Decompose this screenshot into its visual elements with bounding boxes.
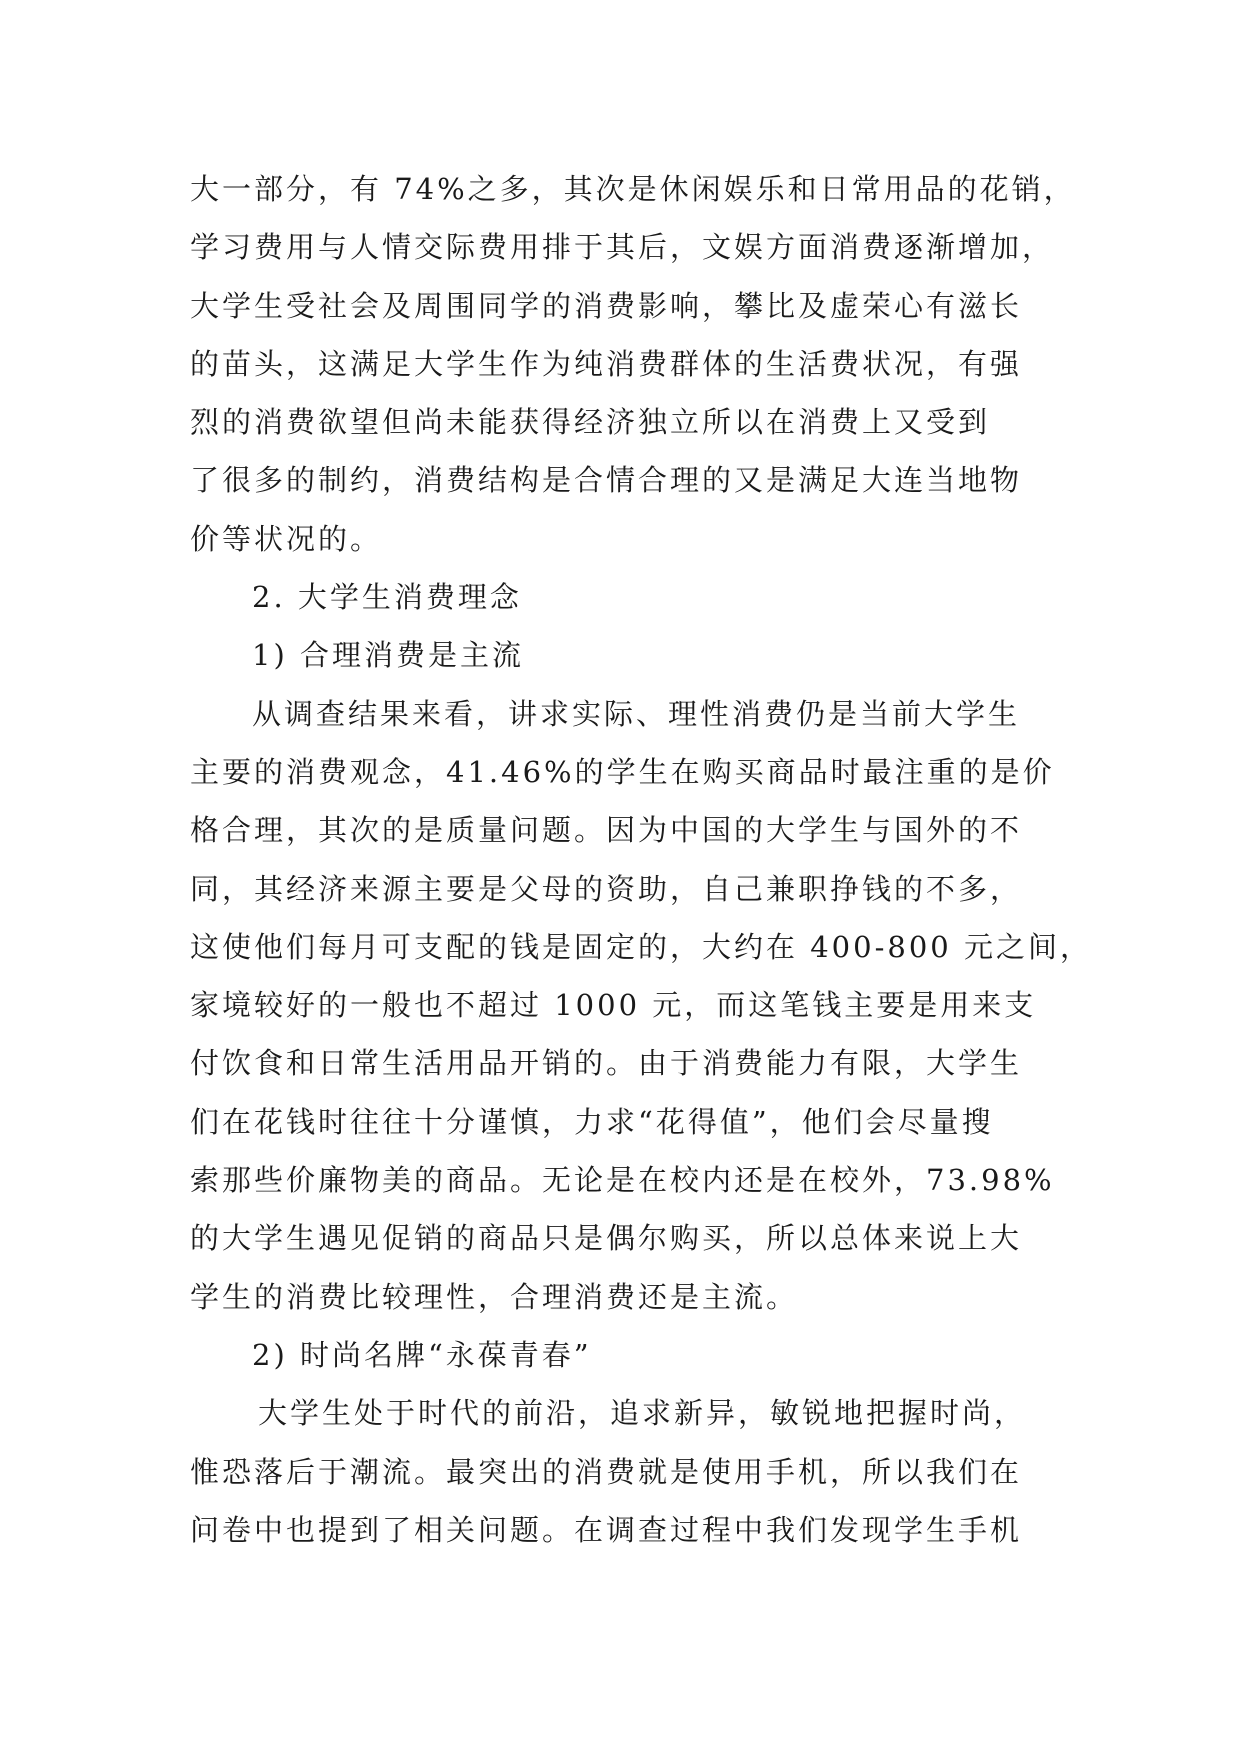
paragraph-start: 从调查结果来看，讲求实际、理性消费仍是当前大学生 <box>252 696 1021 731</box>
text-line: 们在花钱时往往十分谨慎，力求“花得值”，他们会尽量搜 <box>190 1104 994 1139</box>
text-line: 家境较好的一般也不超过 1000 元，而这笔钱主要是用来支 <box>190 988 1037 1023</box>
text-line: 大一部分，有 74%之多，其次是休闲娱乐和日常用品的花销， <box>190 172 1076 206</box>
text-line: 主要的消费观念，41.46%的学生在购买商品时最注重的是价 <box>190 754 1055 789</box>
text-line: 烈的消费欲望但尚未能获得经济独立所以在消费上又受到 <box>190 405 991 440</box>
text-line: 索那些价廉物美的商品。无论是在校内还是在校外，73.98% <box>190 1163 1055 1198</box>
text-line: 问卷中也提到了相关问题。在调查过程中我们发现学生手机 <box>190 1512 1023 1547</box>
subsection-heading: 2) 时尚名牌“永葆青春” <box>252 1337 592 1372</box>
text-line: 同，其经济来源主要是父母的资助，自己兼职挣钱的不多， <box>190 871 1023 906</box>
text-line: 的苗头，这满足大学生作为纯消费群体的生活费状况，有强 <box>190 346 1023 381</box>
text-line: 学生的消费比较理性，合理消费还是主流。 <box>190 1279 799 1314</box>
text-line: 价等状况的。 <box>190 521 383 556</box>
text-line: 格合理，其次的是质量问题。因为中国的大学生与国外的不 <box>190 813 1023 848</box>
section-heading: 2. 大学生消费理念 <box>252 580 522 615</box>
text-line: 的大学生遇见促销的商品只是偶尔购买，所以总体来说上大 <box>190 1221 1023 1256</box>
text-line: 付饮食和日常生活用品开销的。由于消费能力有限，大学生 <box>190 1046 1023 1081</box>
subsection-heading: 1) 合理消费是主流 <box>252 638 524 673</box>
text-line: 大学生受社会及周围同学的消费影响，攀比及虚荣心有滋长 <box>190 288 1023 323</box>
body-text <box>190 160 1090 1559</box>
text-line: 惟恐落后于潮流。最突出的消费就是使用手机，所以我们在 <box>190 1454 1023 1489</box>
text-line: 了很多的制约，消费结构是合情合理的又是满足大连当地物 <box>190 463 1023 498</box>
text-line: 这使他们每月可支配的钱是固定的，大约在 400-800 元之间， <box>190 929 1092 964</box>
paragraph-start: 大学生处于时代的前沿，追求新异，敏锐地把握时尚， <box>258 1396 1027 1431</box>
text-line: 学习费用与人情交际费用排于其后，文娱方面消费逐渐增加， <box>190 230 1055 265</box>
